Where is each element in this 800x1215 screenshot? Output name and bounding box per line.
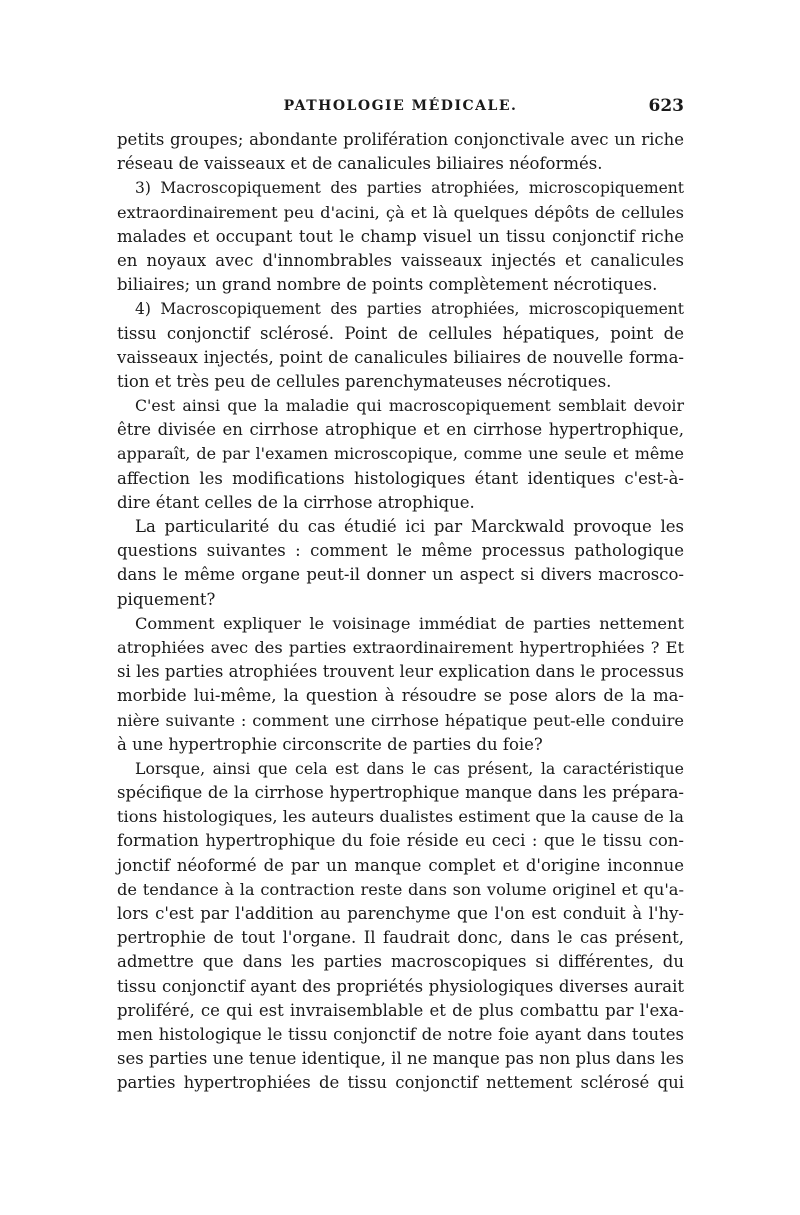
page-header — [117, 98, 684, 122]
text-line: tissu conjonctif sclérosé. Point de cellules hépatiques, point de — [117, 323, 684, 343]
text-line: Lorsque, ainsi que cela est dans le cas présent, la caractéristique — [135, 758, 684, 778]
page-number: 623 — [648, 96, 684, 116]
running-title: PATHOLOGIE MÉDICALE. — [283, 98, 518, 114]
text-line: tions histologiques, les auteurs dualistes estiment que la cause de la — [117, 807, 684, 827]
text-line: à une hypertrophie circonscrite de parties du foie? — [117, 734, 543, 754]
text-line: en noyaux avec d'innombrables vaisseaux injectés et canalicules — [117, 250, 684, 270]
text-line: ses parties une tenue identique, il ne manque pas non plus dans les — [117, 1049, 684, 1069]
text-line: C'est ainsi que la maladie qui macroscopiquement semblait devoir — [135, 396, 684, 416]
text-line: questions suivantes : comment le même processus pathologique — [117, 541, 684, 561]
text-line: lors c'est par l'addition au parenchyme que l'on est conduit à l'hy- — [117, 904, 684, 923]
text-line: biliaires; un grand nombre de points complètement nécrotiques. — [117, 275, 658, 295]
body-text — [117, 128, 684, 1096]
text-line: proliféré, ce qui est invraisemblable et de plus combattu par l'exa- — [117, 1000, 684, 1020]
text-line: de tendance à la contraction reste dans son volume originel et qu'a- — [117, 879, 684, 899]
text-line: piquement? — [117, 589, 216, 609]
text-line: apparaît, de par l'examen microscopique, comme une seule et même — [117, 444, 684, 464]
text-line: parties hypertrophiées de tissu conjonctif nettement sclérosé qui — [117, 1073, 684, 1093]
text-line: La particularité du cas étudié ici par Marckwald provoque les — [135, 517, 684, 536]
text-line: atrophiées avec des parties extraordinairement hypertrophiées ? Et — [117, 637, 684, 657]
text-line: malades et occupant tout le champ visuel un tissu conjonctif riche — [117, 226, 684, 246]
text-line: vaisseaux injectés, point de canalicules biliaires de nouvelle forma- — [117, 347, 684, 367]
text-line: extraordinairement peu d'acini, çà et là quelques dépôts de cellules — [117, 202, 684, 222]
text-line: tion et très peu de cellules parenchymateuses nécrotiques. — [117, 371, 612, 391]
text-line: jonctif néoformé de par un manque complet et d'origine inconnue — [117, 855, 684, 875]
text-line: men histologique le tissu conjonctif de notre foie ayant dans toutes — [117, 1024, 684, 1044]
text-line: spécifique de la cirrhose hypertrophique manque dans les prépara- — [117, 783, 684, 803]
text-line: affection les modifications histologiques étant identiques c'est-à- — [117, 468, 684, 488]
text-line: morbide lui-même, la question à résoudre se pose alors de la ma- — [117, 686, 684, 706]
text-line: être divisée en cirrhose atrophique et en cirrhose hypertrophique, — [117, 420, 684, 440]
text-line: réseau de vaisseaux et de canalicules biliaires néoformés. — [117, 154, 603, 174]
text-line: tissu conjonctif ayant des propriétés physiologiques diverses aurait — [117, 976, 684, 996]
text-line: dans le même organe peut-il donner un aspect si divers macrosco- — [117, 565, 684, 585]
text-line: nière suivante : comment une cirrhose hépatique peut-elle conduire — [117, 710, 684, 730]
text-line: petits groupes; abondante prolifération conjonctivale avec un riche — [117, 130, 684, 149]
text-line: 4) Macroscopiquement des parties atrophiées, microscopiquement — [135, 300, 684, 319]
text-line: Comment expliquer le voisinage immédiat de parties nettement — [135, 613, 684, 633]
text-line: formation hypertrophique du foie réside eu ceci : que le tissu con- — [117, 831, 684, 851]
text-line: admettre que dans les parties macroscopiques si différentes, du — [117, 952, 684, 972]
text-line: pertrophie de tout l'organe. Il faudrait donc, dans le cas présent, — [117, 928, 684, 948]
text-line: dire étant celles de la cirrhose atrophique. — [117, 492, 475, 512]
text-line: 3) Macroscopiquement des parties atrophiées, microscopiquement — [135, 179, 684, 198]
text-line: si les parties atrophiées trouvent leur explication dans le processus — [117, 662, 684, 682]
